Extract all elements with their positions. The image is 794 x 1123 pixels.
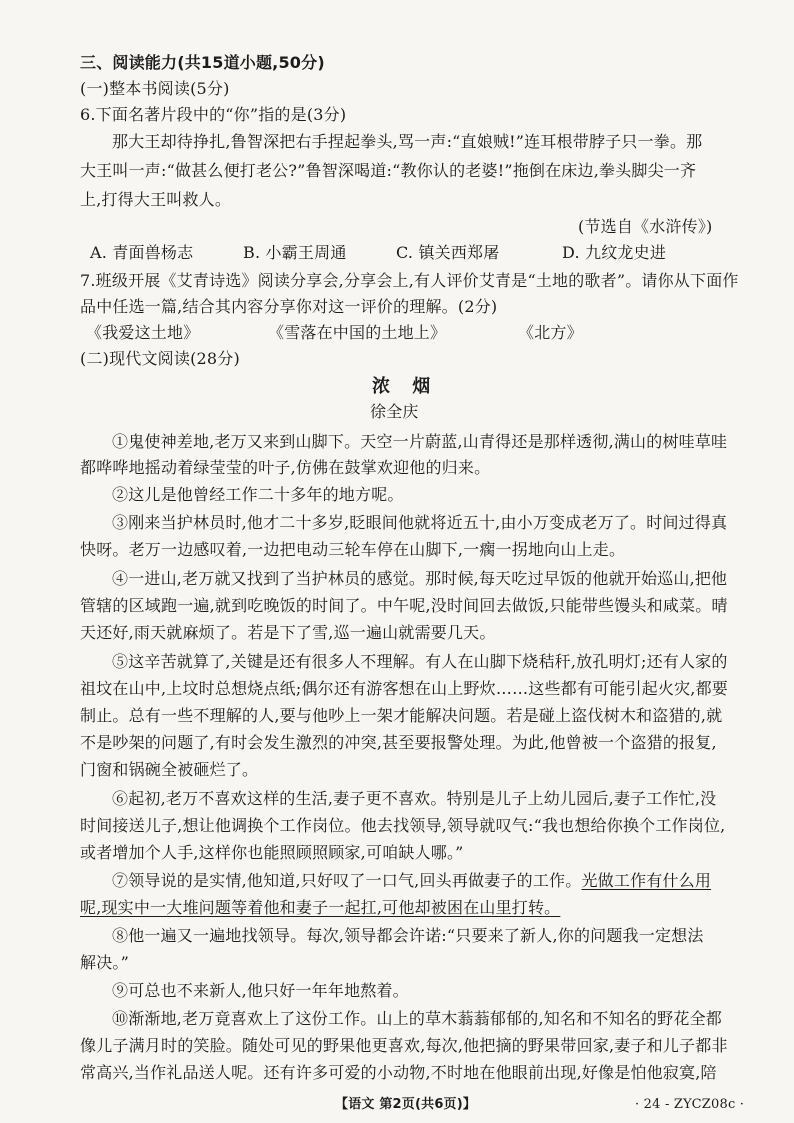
q6-option-c: C. 镇关西郑屠	[396, 243, 500, 262]
footer-code: · 24 - ZYCZ08c ·	[635, 1097, 745, 1112]
q6-excerpt-line: 那大王却待挣扎,鲁智深把右手捏起拳头,骂一声:“直娘贼!”连耳根带脖子只一拳。那	[112, 132, 703, 151]
article-line: 祖坟在山中,上坟时总想烧点纸;偶尔还有游客想在山上野炊……这些都有可能引起火灾,都要	[80, 679, 728, 698]
article-line: ④一进山,老万就又找到了当护林员的感觉。那时候,每天吃过早饭的他就开始巡山,把他	[112, 569, 728, 588]
article-line: ①鬼使神差地,老万又来到山脚下。天空一片蔚蓝,山青得还是那样透彻,满山的树哇草哇	[112, 432, 728, 451]
article-line: 不是吵架的问题了,有时会发生激烈的冲突,甚至要报警处理。为此,他曾被一个盗猎的报复,	[80, 733, 717, 752]
part2-heading: (二)现代文阅读(28分)	[80, 349, 240, 368]
q6-option-a: A. 青面兽杨志	[90, 243, 194, 262]
article-line: ③刚来当护林员时,他才二十多岁,眨眼间他就将近五十,由小万变成老万了。时间过得真	[112, 513, 728, 532]
q6-option-b: B. 小霸王周通	[243, 243, 347, 262]
q6-excerpt-line: 上,打得大王叫救人。	[80, 190, 232, 209]
q6-excerpt-line: 大王叫一声:“做甚么便打老公?”鲁智深喝道:“教你认的老婆!”拖倒在床边,拳头脚尖一齐	[80, 161, 697, 180]
article-line: 都哗哗地摇动着绿莹莹的叶子,仿佛在鼓掌欢迎他的归来。	[80, 458, 491, 477]
section-heading: 三、阅读能力(共15道小题,50分)	[80, 53, 325, 72]
article-line: 天还好,雨天就麻烦了。若是下了雪,巡一遍山就需要几天。	[80, 623, 496, 642]
article-line: 管辖的区域跑一遍,就到吃晚饭的时间了。中午呢,没时间回去做饭,只能带些馒头和咸菜。晴	[80, 596, 728, 615]
p7-underlined-text: 光做工作有什么用	[581, 871, 712, 890]
q7-work-2: 《雪落在中国的土地上》	[268, 323, 447, 342]
p7-underlined-text: 呢,现实中一大堆问题等着他和妻子一起扛,可他却被困在山里打转。	[80, 898, 561, 917]
q6-source: (节选自《水浒传》)	[578, 217, 713, 236]
article-title: 浓 烟	[372, 376, 439, 397]
article-line: ⑥起初,老万不喜欢这样的生活,妻子更不喜欢。特别是儿子上幼儿园后,妻子工作忙,没	[112, 789, 717, 808]
p7-plain-text: ⑦领导说的是实情,他知道,只好叹了一口气,回头再做妻子的工作。	[112, 871, 582, 890]
q7-stem-line: 品中任选一篇,结合其内容分享你对这一评价的理解。(2分)	[80, 297, 498, 316]
article-line: 常高兴,当作礼品送人呢。还有许多可爱的小动物,不时地在他眼前出现,好像是怕他寂寞,陪	[80, 1063, 717, 1082]
q6-stem: 6.下面名著片段中的“你”指的是(3分)	[80, 105, 347, 124]
article-line: ⑩渐渐地,老万竟喜欢上了这份工作。山上的草木蓊蓊郁郁的,知名和不知名的野花全都	[112, 1009, 722, 1028]
article-line: 像儿子满月时的笑脸。随处可见的野果他更喜欢,每次,他把摘的野果带回家,妻子和儿子都非	[80, 1036, 728, 1055]
q6-option-d: D. 九纹龙史进	[562, 243, 667, 262]
q7-stem-line: 7.班级开展《艾青诗选》阅读分享会,分享会上,有人评价艾青是“土地的歌者”。请你从下面作	[80, 271, 739, 290]
footer-page-label: 【语文 第2页(共6页)】	[335, 1097, 477, 1112]
article-line: 或者增加个人手,这样你也能照顾照顾家,可咱缺人哪。”	[80, 843, 464, 862]
q7-work-3: 《北方》	[518, 323, 583, 342]
q7-work-1: 《我爱这土地》	[86, 323, 200, 342]
article-line-p7-cont	[80, 897, 560, 919]
article-line-p7	[112, 870, 711, 892]
article-line: 门窗和锅碗全被砸烂了。	[80, 760, 259, 779]
article-line: 快呀。老万一边感叹着,一边把电动三轮车停在山脚下,一瘸一拐地向山上走。	[80, 540, 626, 559]
article-line: ⑧他一遍又一遍地找领导。每次,领导都会许诺:“只要来了新人,你的问题我一定想法	[112, 926, 704, 945]
article-line: ⑤这辛苦就算了,关键是还有很多人不理解。有人在山脚下烧秸秆,放孔明灯;还有人家的	[112, 652, 728, 671]
article-line: ⑨可总也不来新人,他只好一年年地熬着。	[112, 981, 409, 1000]
article-line: ②这儿是他曾经工作二十多年的地方呢。	[112, 485, 404, 504]
article-line: 解决。”	[80, 953, 129, 972]
part1-heading: (一)整本书阅读(5分)	[80, 79, 230, 98]
article-line: 时间接送儿子,想让他调换个工作岗位。他去找领导,领导就叹气:“我也想给你换个工作岗位,	[80, 816, 726, 835]
article-author: 徐全庆	[370, 402, 419, 421]
article-line: 制止。总有一些不理解的人,要与他吵上一架才能解决问题。若是碰上盗伐树木和盗猎的,就	[80, 706, 723, 725]
